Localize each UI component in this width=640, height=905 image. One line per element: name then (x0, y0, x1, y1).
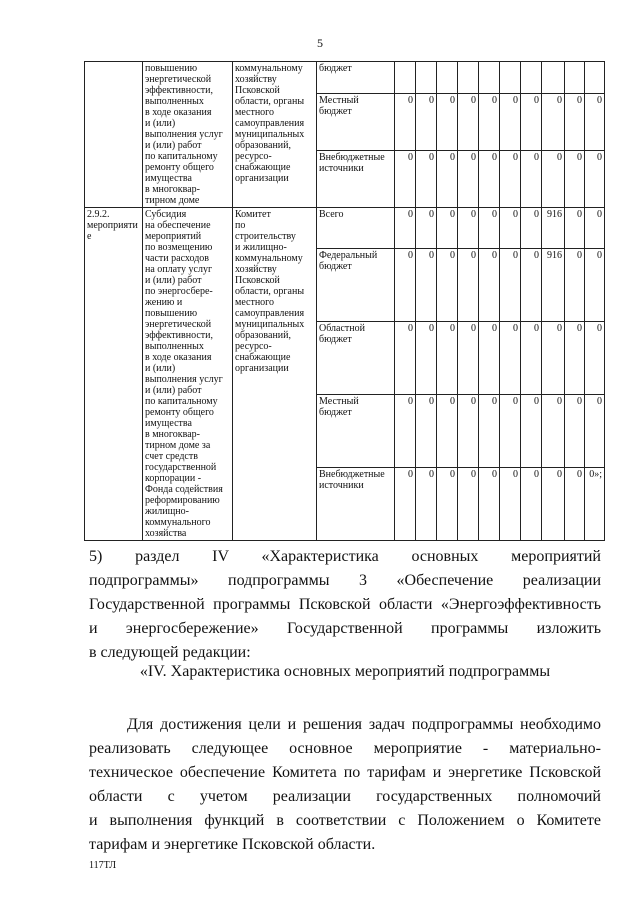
code-cell (85, 208, 143, 541)
value-cell: 0 (521, 394, 542, 467)
paragraph-amendment (89, 545, 601, 665)
value-cell (521, 62, 542, 94)
value-cell (542, 62, 565, 94)
value-cell: 0 (395, 321, 416, 394)
value-cell (500, 62, 521, 94)
funding-source: Местный бюджет (317, 93, 395, 150)
value-cell: 0 (521, 93, 542, 150)
paragraph-line: в следующей редакции: (89, 644, 251, 661)
document-code: 117ТЛ (89, 860, 117, 871)
table-row (85, 208, 605, 249)
funding-source: Местный бюджет (317, 394, 395, 467)
value-cell: 0 (416, 150, 437, 207)
value-cell: 0 (585, 208, 605, 249)
description-cell (143, 62, 233, 208)
value-cell: 0 (479, 467, 500, 540)
value-cell: 0 (565, 394, 585, 467)
paragraph-line: и выполнения функций в соответствии с Положением о Комитете (89, 812, 601, 829)
funding-source: Внебюджетные источники (317, 467, 395, 540)
value-cell (437, 62, 458, 94)
value-cell: 0 (521, 248, 542, 321)
value-cell: 0 (479, 150, 500, 207)
value-cell: 0 (458, 321, 479, 394)
value-cell: 0 (458, 467, 479, 540)
value-cell: 0 (479, 321, 500, 394)
description-text: повышению энергетической эффективности, выполненных в ходе оказания и (или) выполнения услуг и (или) работ по капитальному ремонту общего имущества в многоквар- тирном доме (145, 63, 223, 206)
funding-source: Федеральный бюджет (317, 248, 395, 321)
budget-table (84, 61, 605, 541)
value-cell: 0 (395, 208, 416, 249)
paragraph-line: области с учетом реализации государственных полномочий (89, 788, 601, 805)
item-code: 2.9.2. (87, 209, 110, 220)
value-cell: 0 (585, 93, 605, 150)
value-cell: 0 (542, 394, 565, 467)
value-cell: 0 (437, 208, 458, 249)
executor-cell (233, 62, 317, 208)
value-cell: 916 (542, 208, 565, 249)
value-cell: 0 (565, 93, 585, 150)
value-cell: 0 (416, 248, 437, 321)
value-cell: 0 (395, 394, 416, 467)
value-cell: 0 (500, 321, 521, 394)
value-cell: 0 (500, 248, 521, 321)
value-cell: 0 (521, 150, 542, 207)
item-type: мероприятие (87, 220, 138, 242)
value-cell: 0 (479, 394, 500, 467)
paragraph-line: и энергосбережение» Государственной программы изложить (89, 620, 601, 637)
funding-source: Всего (317, 208, 395, 249)
paragraph-description (89, 713, 601, 857)
paragraph-line: 5) раздел IV «Характеристика основных мероприятий (89, 548, 601, 565)
value-cell: 0 (458, 248, 479, 321)
value-cell: 0 (458, 208, 479, 249)
value-cell: 0 (437, 248, 458, 321)
value-cell: 0 (458, 150, 479, 207)
value-cell: 0 (416, 93, 437, 150)
executor-text: коммунальному хозяйству Псковской области, органы местного самоуправления муниципальных образований, ресурсо- снабжающие организации (235, 63, 305, 184)
value-cell: 0 (479, 93, 500, 150)
paragraph-line: реализовать следующее основное мероприятие - материально- (89, 740, 601, 757)
value-cell: 0 (395, 248, 416, 321)
value-cell: 0 (500, 93, 521, 150)
value-cell: 0 (585, 150, 605, 207)
value-cell: 0 (458, 394, 479, 467)
paragraph-line: Для достижения цели и решения задач подпрограммы необходимо (127, 716, 601, 733)
table-row (85, 62, 605, 94)
value-cell: 0 (565, 248, 585, 321)
value-cell: 0 (395, 467, 416, 540)
description-text: Субсидия на обеспечение мероприятий по возмещению части расходов на оплату услуг и (или) работ по энергосбере- жению и повышению энергетической эффективности, выполненных в ходе оказания и (или) выполнения услуг и (или) работ по капитальному ремонту общего имущества в многоквар- тирном доме за счет средств государственной корпорации - Фонда содействия реформированию жилищно- коммунального хозяйства (145, 209, 223, 539)
paragraph-line: техническое обеспечение Комитета по тарифам и энергетике Псковской (89, 764, 601, 781)
value-cell (395, 62, 416, 94)
value-cell: 0 (416, 208, 437, 249)
value-cell: 0 (479, 208, 500, 249)
value-cell: 0 (416, 394, 437, 467)
value-cell: 0 (416, 467, 437, 540)
value-cell: 0 (542, 321, 565, 394)
paragraph-line: тарифам и энергетике Псковской области. (89, 836, 376, 853)
value-cell: 0 (565, 150, 585, 207)
paragraph-line: Государственной программы Псковской области «Энергоэффективность (89, 596, 601, 613)
value-cell (585, 62, 605, 94)
description-cell (143, 208, 233, 541)
value-cell: 0 (500, 150, 521, 207)
funding-source: бюджет (317, 62, 395, 94)
value-cell: 0 (458, 93, 479, 150)
value-cell: 0 (479, 248, 500, 321)
paragraph-line: подпрограммы» подпрограммы 3 «Обеспечение реализации (89, 572, 601, 589)
value-cell (565, 62, 585, 94)
value-cell: 0 (500, 208, 521, 249)
value-cell: 0 (542, 150, 565, 207)
value-cell: 0 (521, 321, 542, 394)
value-cell: 0 (437, 321, 458, 394)
value-cell: 0 (437, 150, 458, 207)
value-cell: 0 (437, 93, 458, 150)
executor-text: Комитет по строительству и жилищно- коммунальному хозяйству Псковской области, органы местного самоуправления муниципальных образований, ресурсо- снабжающие организации (235, 209, 305, 374)
value-cell: 916 (542, 248, 565, 321)
value-cell: 0»; (585, 467, 605, 540)
value-cell: 0 (565, 321, 585, 394)
value-cell (479, 62, 500, 94)
value-cell: 0 (437, 467, 458, 540)
page-number: 5 (317, 36, 323, 50)
value-cell: 0 (395, 93, 416, 150)
funding-source: Областной бюджет (317, 321, 395, 394)
value-cell: 0 (585, 248, 605, 321)
value-cell: 0 (437, 394, 458, 467)
value-cell: 0 (565, 208, 585, 249)
value-cell: 0 (542, 93, 565, 150)
value-cell: 0 (395, 150, 416, 207)
executor-cell (233, 208, 317, 541)
funding-source: Внебюджетные источники (317, 150, 395, 207)
value-cell: 0 (565, 467, 585, 540)
value-cell: 0 (500, 394, 521, 467)
code-cell (85, 62, 143, 208)
value-cell: 0 (416, 321, 437, 394)
value-cell: 0 (585, 394, 605, 467)
value-cell: 0 (542, 467, 565, 540)
value-cell (458, 62, 479, 94)
section-heading: «IV. Характеристика основных мероприятий подпрограммы (139, 663, 551, 680)
value-cell: 0 (521, 467, 542, 540)
value-cell (416, 62, 437, 94)
value-cell: 0 (500, 467, 521, 540)
value-cell: 0 (521, 208, 542, 249)
value-cell: 0 (585, 321, 605, 394)
